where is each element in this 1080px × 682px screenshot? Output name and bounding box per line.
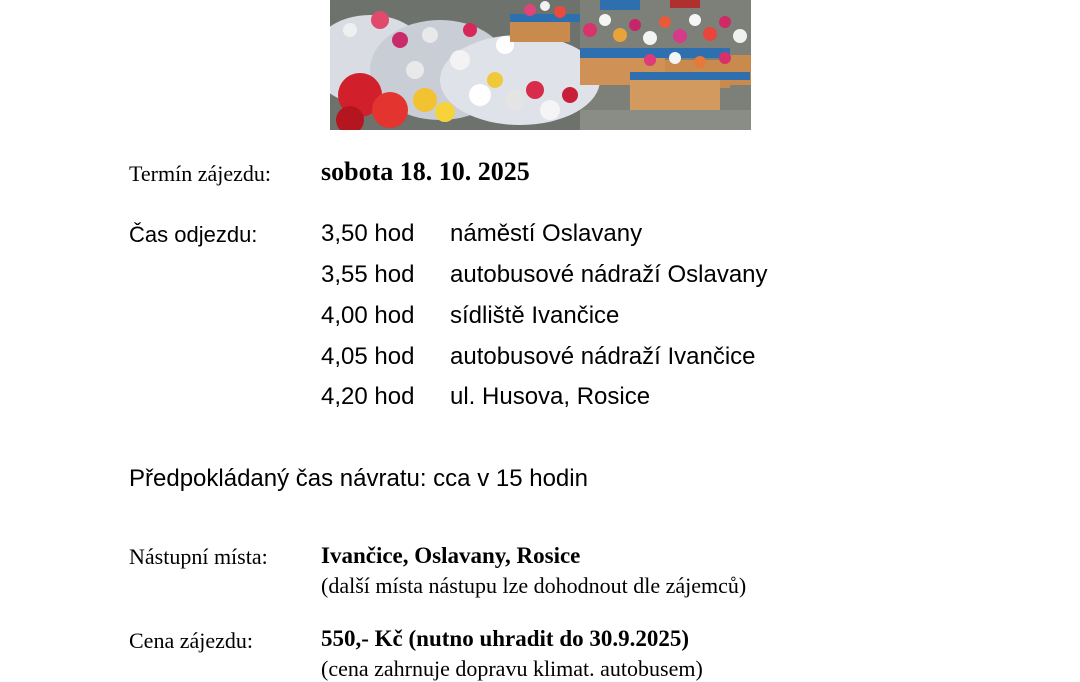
departure-time: 3,50 hod xyxy=(321,220,415,247)
flower-market-photo xyxy=(330,0,751,130)
departure-place: sídliště Ivančice xyxy=(450,302,620,329)
departure-time: 4,05 hod xyxy=(321,343,415,370)
term-label: Termín zájezdu: xyxy=(129,161,272,186)
departure-time: 4,20 hod xyxy=(321,383,415,410)
departure-place: autobusové nádraží Ivančice xyxy=(450,343,756,370)
boarding-value: Ivančice, Oslavany, Rosice xyxy=(321,543,581,568)
term-value: sobota 18. 10. 2025 xyxy=(321,157,530,186)
departure-label: Čas odjezdu: xyxy=(129,222,258,247)
return-time-text: Předpokládaný čas návratu: cca v 15 hodin xyxy=(129,465,588,492)
departure-place: náměstí Oslavany xyxy=(450,220,643,247)
price-label: Cena zájezdu: xyxy=(129,628,253,653)
departure-place: ul. Husova, Rosice xyxy=(450,383,651,410)
departure-time: 3,55 hod xyxy=(321,261,415,288)
departure-time: 4,00 hod xyxy=(321,302,415,329)
price-value: 550,- Kč (nutno uhradit do 30.9.2025) xyxy=(321,626,690,651)
price-note: (cena zahrnuje dopravu klimat. autobusem) xyxy=(321,656,703,681)
flower-market-illustration xyxy=(330,0,751,130)
boarding-note: (další místa nástupu lze dohodnout dle zájemců) xyxy=(321,573,747,598)
boarding-label: Nástupní místa: xyxy=(129,544,268,569)
departure-place: autobusové nádraží Oslavany xyxy=(450,261,768,288)
